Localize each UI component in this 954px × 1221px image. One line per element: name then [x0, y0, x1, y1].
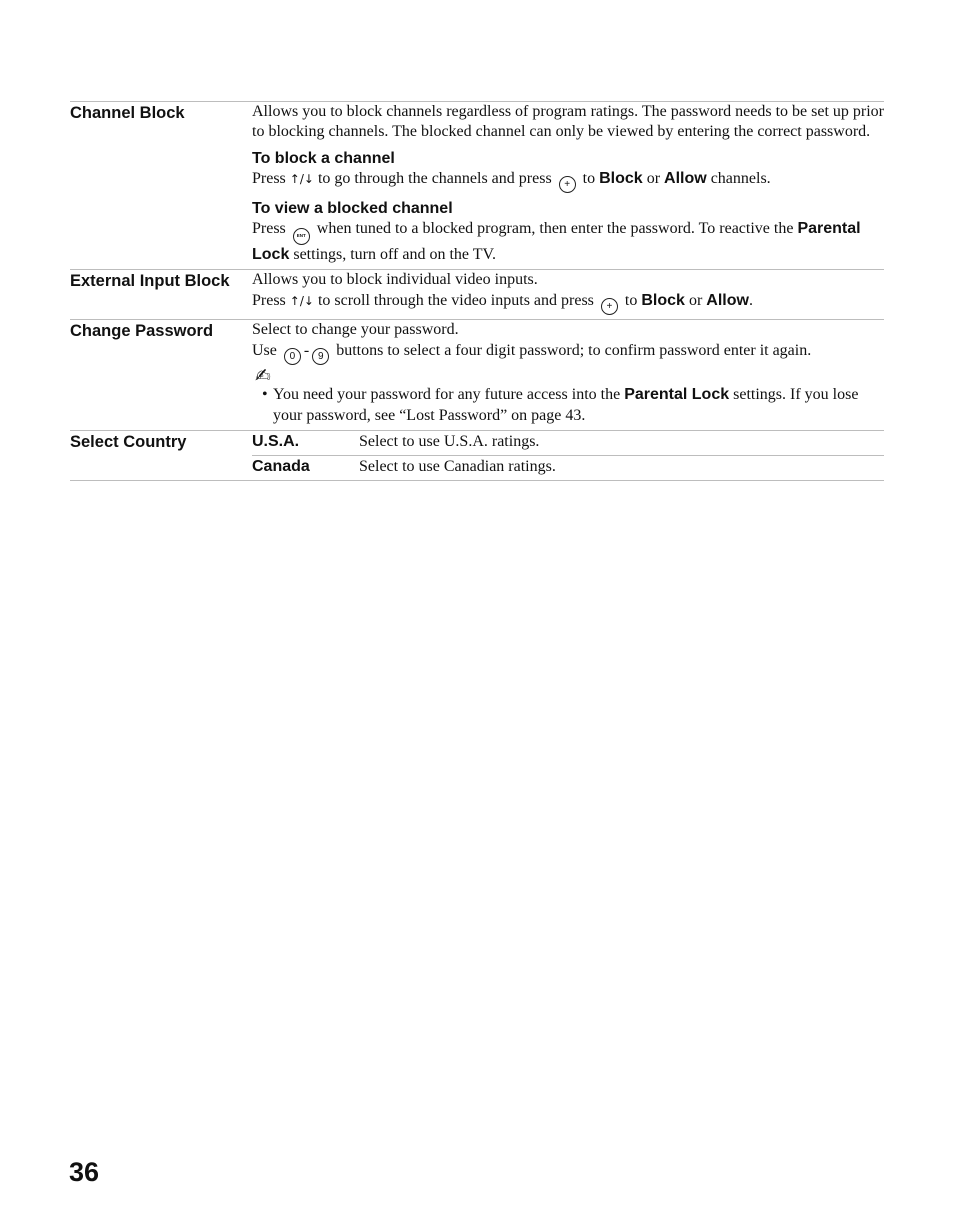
country-option-key: U.S.A.	[252, 433, 300, 451]
term-external-input-block: External Input Block	[70, 272, 230, 291]
term-select-country: Select Country	[70, 433, 187, 452]
country-option-canada	[252, 456, 884, 480]
country-option-key: Canada	[252, 458, 310, 476]
desc-change-password	[252, 320, 884, 430]
row-select-country	[70, 431, 884, 481]
desc-channel-block	[252, 102, 884, 269]
note-pencil-icon: ✍	[255, 365, 271, 388]
desc-external-input-block	[252, 270, 884, 319]
country-option-value: Select to use Canadian ratings.	[359, 458, 556, 476]
up-down-arrows-icon: ↑/↓	[289, 293, 314, 308]
country-option-value: Select to use U.S.A. ratings.	[359, 433, 540, 451]
change-password-instructions: Use 0 - 9 buttons to select a four digit password; to confirm password enter it again.	[252, 341, 884, 366]
channel-block-description: Allows you to block channels regardless of program ratings. The password needs to be set up prior to blocking channels. The blocked channel can only be viewed by entering the correct password.	[252, 103, 885, 141]
term-change-password: Change Password	[70, 322, 214, 341]
external-input-instructions: Press ↑/↓ to scroll through the video inputs and press + to Block or Allow.	[252, 291, 884, 316]
enter-button-icon: +	[559, 176, 576, 193]
password-note	[262, 385, 884, 426]
desc-select-country	[252, 431, 884, 480]
external-input-description: Allows you to block individual video inputs.	[252, 271, 538, 289]
nine-button-icon: 9	[312, 348, 329, 365]
view-blocked-channel-heading: To view a blocked channel	[252, 200, 453, 218]
page-number: 36	[69, 1157, 100, 1187]
password-note-text: You need your password for any future access into the Parental Lock settings. If you lose your password, see “Lost Password” on page 43.	[273, 386, 859, 424]
up-down-arrows-icon: ↑/↓	[289, 171, 314, 186]
row-external-input-block	[70, 270, 884, 320]
zero-button-icon: 0	[284, 348, 301, 365]
settings-table	[70, 101, 884, 481]
bullet-icon: •	[262, 386, 268, 404]
enter-button-icon: +	[601, 298, 618, 315]
change-password-description: Select to change your password.	[252, 321, 459, 339]
row-channel-block	[70, 102, 884, 270]
block-channel-instructions: Press ↑/↓ to go through the channels and press + to Block or Allow channels.	[252, 169, 884, 194]
country-option-usa	[252, 431, 884, 456]
ent-button-icon: ENT	[293, 228, 310, 245]
block-channel-heading: To block a channel	[252, 149, 395, 167]
term-channel-block: Channel Block	[70, 104, 185, 122]
row-change-password	[70, 320, 884, 431]
view-blocked-channel-instructions: Press ENT when tuned to a blocked program, then enter the password. To reactive the Parental Lock settings, turn off and on the TV.	[252, 220, 861, 264]
